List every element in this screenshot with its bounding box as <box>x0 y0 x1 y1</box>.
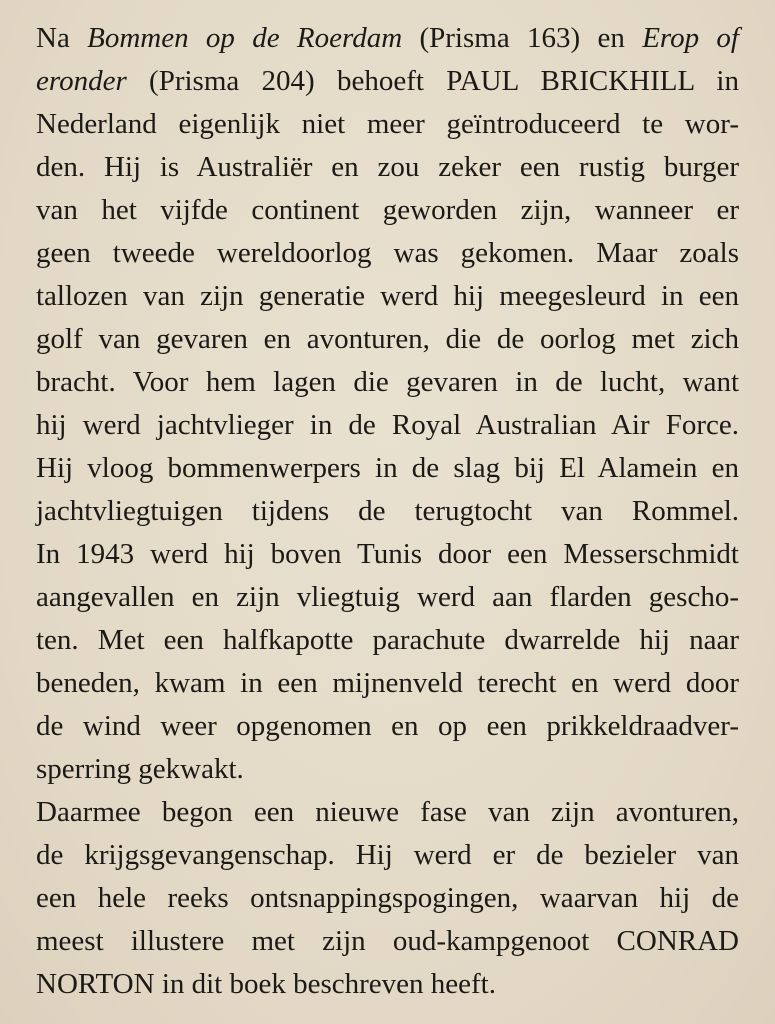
text-line <box>36 146 739 189</box>
paragraph <box>36 17 739 791</box>
text-run: golf van gevaren en avonturen, die de oorlog met zich <box>36 323 739 355</box>
text-run: van het vijfde continent geworden zijn, wanneer er <box>36 194 739 226</box>
text-line <box>36 404 739 447</box>
text-run: tallozen van zijn generatie werd hij meegesleurd in een <box>36 280 739 312</box>
text-run: In 1943 werd hij boven Tunis door een Messerschmidt <box>36 538 739 570</box>
text-line <box>36 791 739 834</box>
text-line <box>36 361 739 404</box>
text-run: Nederland eigenlijk niet meer geïntroduceerd te wor- <box>36 108 739 140</box>
text-line <box>36 877 739 920</box>
text-run: meest illustere met zijn oud-kampgenoot CONRAD <box>36 925 739 957</box>
text-line <box>36 662 739 705</box>
italic-title: eronder <box>36 65 127 97</box>
text-run: Hij vloog bommenwerpers in de slag bij El Alamein en <box>36 452 739 484</box>
text-line <box>36 490 739 533</box>
text-run: Daarmee begon een nieuwe fase van zijn avonturen, <box>36 796 739 828</box>
text-run: hij werd jachtvlieger in de Royal Australian Air Force. <box>36 409 739 441</box>
paragraph <box>36 791 739 1006</box>
text-line <box>36 963 739 1006</box>
text-line <box>36 447 739 490</box>
text-run: NORTON in dit boek beschreven heeft. <box>36 968 496 1000</box>
text-line <box>36 748 739 791</box>
text-line <box>36 189 739 232</box>
text-run: (Prisma 163) en <box>402 22 643 54</box>
text-line <box>36 17 739 60</box>
text-run: de wind weer opgenomen en op een prikkeldraadver- <box>36 710 739 742</box>
text-run: aangevallen en zijn vliegtuig werd aan flarden gescho- <box>36 581 739 613</box>
text-line <box>36 920 739 963</box>
text-line <box>36 619 739 662</box>
text-line <box>36 275 739 318</box>
text-line <box>36 318 739 361</box>
italic-title: Bommen op de Roerdam <box>87 22 403 54</box>
text-line <box>36 103 739 146</box>
text-line <box>36 705 739 748</box>
text-run: sperring gekwakt. <box>36 753 244 785</box>
text-run: ten. Met een halfkapotte parachute dwarrelde hij naar <box>36 624 739 656</box>
text-run: bracht. Voor hem lagen die gevaren in de lucht, want <box>36 366 739 398</box>
text-run: beneden, kwam in een mijnenveld terecht en werd door <box>36 667 739 699</box>
text-line <box>36 60 739 103</box>
text-line <box>36 834 739 877</box>
text-run: den. Hij is Australiër en zou zeker een rustig burger <box>36 151 739 183</box>
text-run: een hele reeks ontsnappingspogingen, waarvan hij de <box>36 882 739 914</box>
text-run: (Prisma 204) behoeft PAUL BRICKHILL in <box>126 65 739 97</box>
text-line <box>36 533 739 576</box>
text-line <box>36 576 739 619</box>
text-run: geen tweede wereldoorlog was gekomen. Maar zoals <box>36 237 739 269</box>
body-text <box>36 17 739 1006</box>
text-run: de krijgsgevangenschap. Hij werd er de bezieler van <box>36 839 739 871</box>
italic-title: Erop of <box>642 22 739 54</box>
text-run: jachtvliegtuigen tijdens de terugtocht van Rommel. <box>36 495 739 527</box>
text-run: Na <box>36 22 88 54</box>
text-line <box>36 232 739 275</box>
